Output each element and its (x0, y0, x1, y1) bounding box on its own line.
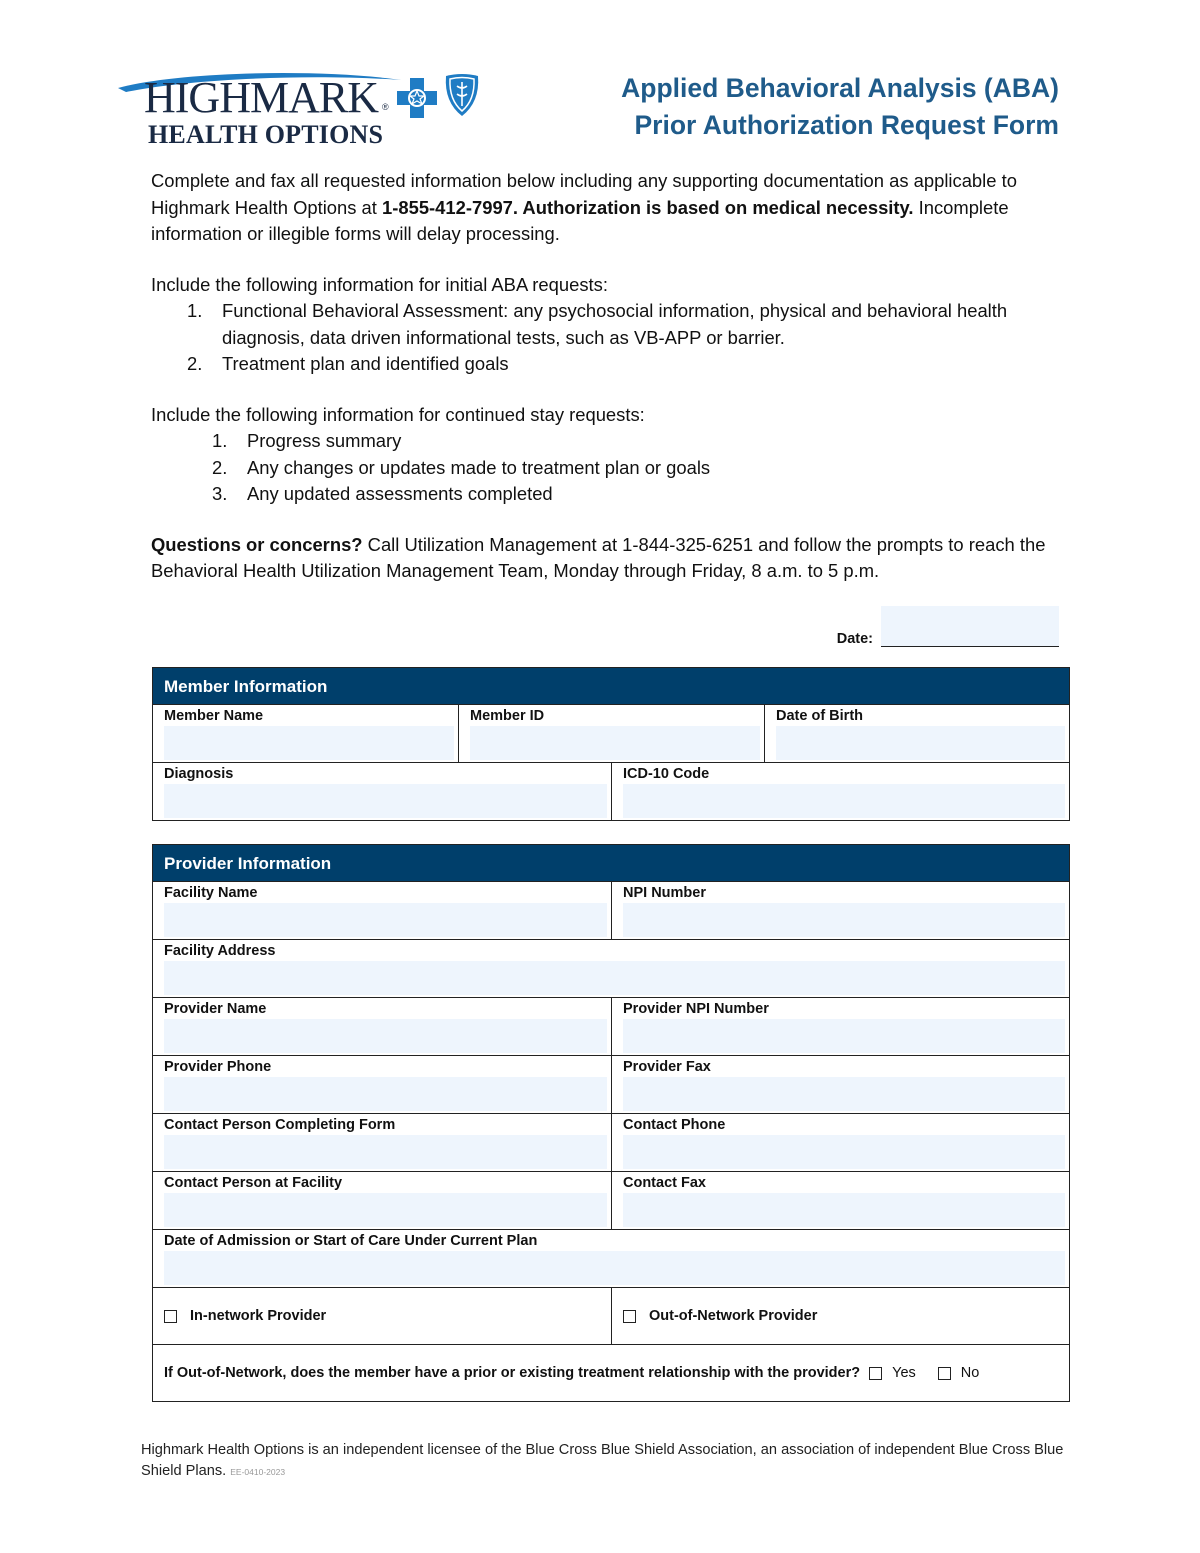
list-text: Any updated assessments completed (247, 483, 553, 504)
contact-facility-cell (153, 1172, 611, 1229)
list-text: Progress summary (247, 430, 402, 451)
icd-10-code-label: ICD-10 Code (623, 766, 710, 782)
questions-bold: Questions or concerns? (151, 533, 363, 555)
provider-phone-label: Provider Phone (164, 1059, 272, 1075)
treatment-relationship-question: If Out-of-Network, does the member have a prior or existing treatment relationship with the provider? (164, 1365, 861, 1381)
highmark-logo (116, 70, 486, 150)
fax-instructions (151, 168, 1051, 248)
admission-date-label: Date of Admission or Start of Care Under Current Plan (164, 1233, 538, 1249)
blue-shield-icon (444, 72, 480, 118)
fax-number: 1-855-412-7997. Authorization is based on medical necessity. (382, 196, 914, 218)
no-checkbox[interactable] (938, 1367, 951, 1380)
provider-fax-label: Provider Fax (623, 1059, 711, 1075)
facility-name-label: Facility Name (164, 885, 258, 901)
yes-checkbox[interactable] (869, 1367, 882, 1380)
fax-text-b: Incomplete information or illegible forms will delay processing. (151, 196, 1009, 244)
provider-name-cell (153, 998, 611, 1055)
npi-number-cell (611, 882, 1069, 939)
provider-information-heading: Provider Information (153, 845, 1069, 881)
contact-facility-input[interactable] (164, 1193, 607, 1227)
contact-phone-label: Contact Phone (623, 1117, 726, 1133)
no-label: No (960, 1365, 980, 1381)
logo-subtitle: HEALTH OPTIONS (148, 120, 384, 149)
logo-wordmark: HIGHMARK (144, 73, 378, 122)
member-id-label: Member ID (470, 708, 545, 724)
contact-completing-input[interactable] (164, 1135, 607, 1169)
admission-date-cell (153, 1230, 1069, 1287)
list-item (151, 455, 1051, 482)
no-option (938, 1365, 980, 1381)
logo-registered-mark: ® (382, 102, 389, 112)
provider-npi-input[interactable] (623, 1019, 1065, 1053)
facility-name-input[interactable] (164, 903, 607, 937)
diagnosis-cell (153, 763, 611, 820)
facility-address-label: Facility Address (164, 943, 276, 959)
yes-option (869, 1365, 916, 1381)
provider-row-contact-facility (153, 1171, 1069, 1229)
facility-address-input[interactable] (164, 961, 1065, 995)
form-title (621, 70, 1059, 144)
list-item (151, 481, 1051, 508)
member-information-heading: Member Information (153, 668, 1069, 704)
date-label: Date: (836, 631, 873, 647)
out-network-checkbox[interactable] (623, 1310, 636, 1323)
list-number: 3. (212, 483, 228, 504)
list-number: 1. (212, 430, 228, 451)
member-row-1 (153, 704, 1069, 762)
contact-completing-cell (153, 1114, 611, 1171)
member-name-input[interactable] (164, 726, 454, 760)
continued-requests-heading: Include the following information for continued stay requests: (151, 403, 645, 425)
provider-phone-cell (153, 1056, 611, 1113)
provider-npi-label: Provider NPI Number (623, 1001, 769, 1017)
provider-name-label: Provider Name (164, 1001, 267, 1017)
form-code: EE-0410-2023 (230, 1467, 286, 1477)
list-text: Functional Behavioral Assessment: any psychosocial information, physical and behavioral health diagnosis, data driven informational tests, such as VB-APP or barrier. (222, 300, 1008, 348)
member-id-input[interactable] (470, 726, 760, 760)
out-network-label: Out-of-Network Provider (649, 1308, 818, 1324)
questions-text (151, 532, 1051, 585)
date-input[interactable] (881, 606, 1059, 647)
provider-npi-cell (611, 998, 1069, 1055)
treatment-relationship-row (153, 1344, 1069, 1401)
provider-row-name (153, 997, 1069, 1055)
contact-phone-cell (611, 1114, 1069, 1171)
date-row (729, 606, 1059, 650)
contact-fax-cell (611, 1172, 1069, 1229)
date-of-birth-input[interactable] (776, 726, 1065, 760)
contact-completing-label: Contact Person Completing Form (164, 1117, 396, 1133)
provider-network-row (153, 1287, 1069, 1344)
initial-requests-heading: Include the following information for initial ABA requests: (151, 273, 608, 295)
fax-text-a: Complete and fax all requested information below including any supporting documentation as applicable to Highmark Health Options at (151, 170, 1017, 218)
member-information-section (152, 667, 1070, 821)
provider-information-section (152, 844, 1070, 1402)
contact-fax-label: Contact Fax (623, 1175, 706, 1191)
facility-address-cell (153, 940, 1069, 997)
provider-row-contact (153, 1113, 1069, 1171)
npi-number-label: NPI Number (623, 885, 706, 901)
list-number: 2. (212, 456, 228, 478)
footer-disclaimer: Highmark Health Options is an independent licensee of the Blue Cross Blue Shield Association, an association of independent Blue Cross Blue Shield Plans. (141, 1442, 1064, 1479)
initial-requests-list (151, 298, 1051, 378)
instructions (151, 168, 1051, 585)
provider-name-input[interactable] (164, 1019, 607, 1053)
contact-phone-input[interactable] (623, 1135, 1065, 1169)
form-title-line-1: Applied Behavioral Analysis (ABA) (621, 73, 1059, 103)
list-number: 1. (187, 300, 203, 321)
admission-date-input[interactable] (164, 1251, 1065, 1285)
blue-cross-icon (395, 76, 439, 120)
continued-requests-list (151, 428, 1051, 508)
provider-row-admission (153, 1229, 1069, 1287)
out-network-cell (611, 1288, 1069, 1344)
provider-fax-cell (611, 1056, 1069, 1113)
member-row-2 (153, 762, 1069, 820)
list-text: Treatment plan and identified goals (222, 353, 509, 374)
list-number: 2. (187, 353, 203, 374)
provider-fax-input[interactable] (623, 1077, 1065, 1111)
icd-10-code-cell (611, 763, 1069, 820)
provider-phone-input[interactable] (164, 1077, 607, 1111)
provider-row-facility (153, 881, 1069, 939)
npi-number-input[interactable] (623, 903, 1065, 937)
list-text: Any changes or updates made to treatment plan or goals (247, 456, 711, 478)
provider-row-phone (153, 1055, 1069, 1113)
member-name-label: Member Name (164, 708, 264, 724)
icd-10-code-input[interactable] (623, 784, 1065, 818)
facility-name-cell (153, 882, 611, 939)
provider-row-address (153, 939, 1069, 997)
list-item (151, 428, 1051, 455)
form-title-line-2: Prior Authorization Request Form (634, 110, 1059, 140)
member-name-cell (153, 705, 458, 762)
diagnosis-label: Diagnosis (164, 766, 234, 782)
list-item (151, 351, 1051, 378)
yes-label: Yes (892, 1365, 916, 1381)
date-of-birth-cell (764, 705, 1069, 762)
in-network-label: In-network Provider (190, 1308, 327, 1324)
date-of-birth-label: Date of Birth (776, 708, 863, 724)
member-id-cell (458, 705, 764, 762)
list-item (151, 298, 1051, 351)
in-network-cell (153, 1288, 611, 1344)
in-network-checkbox[interactable] (164, 1310, 177, 1323)
contact-facility-label: Contact Person at Facility (164, 1175, 343, 1191)
diagnosis-input[interactable] (164, 784, 607, 818)
contact-fax-input[interactable] (623, 1193, 1065, 1227)
questions-body: Call Utilization Management at 1-844-325-6251 and follow the prompts to reach the Behavioral Health Utilization Management Team, Monday through Friday, 8 a.m. to 5 p.m. (151, 533, 1046, 581)
footer (141, 1440, 1071, 1483)
